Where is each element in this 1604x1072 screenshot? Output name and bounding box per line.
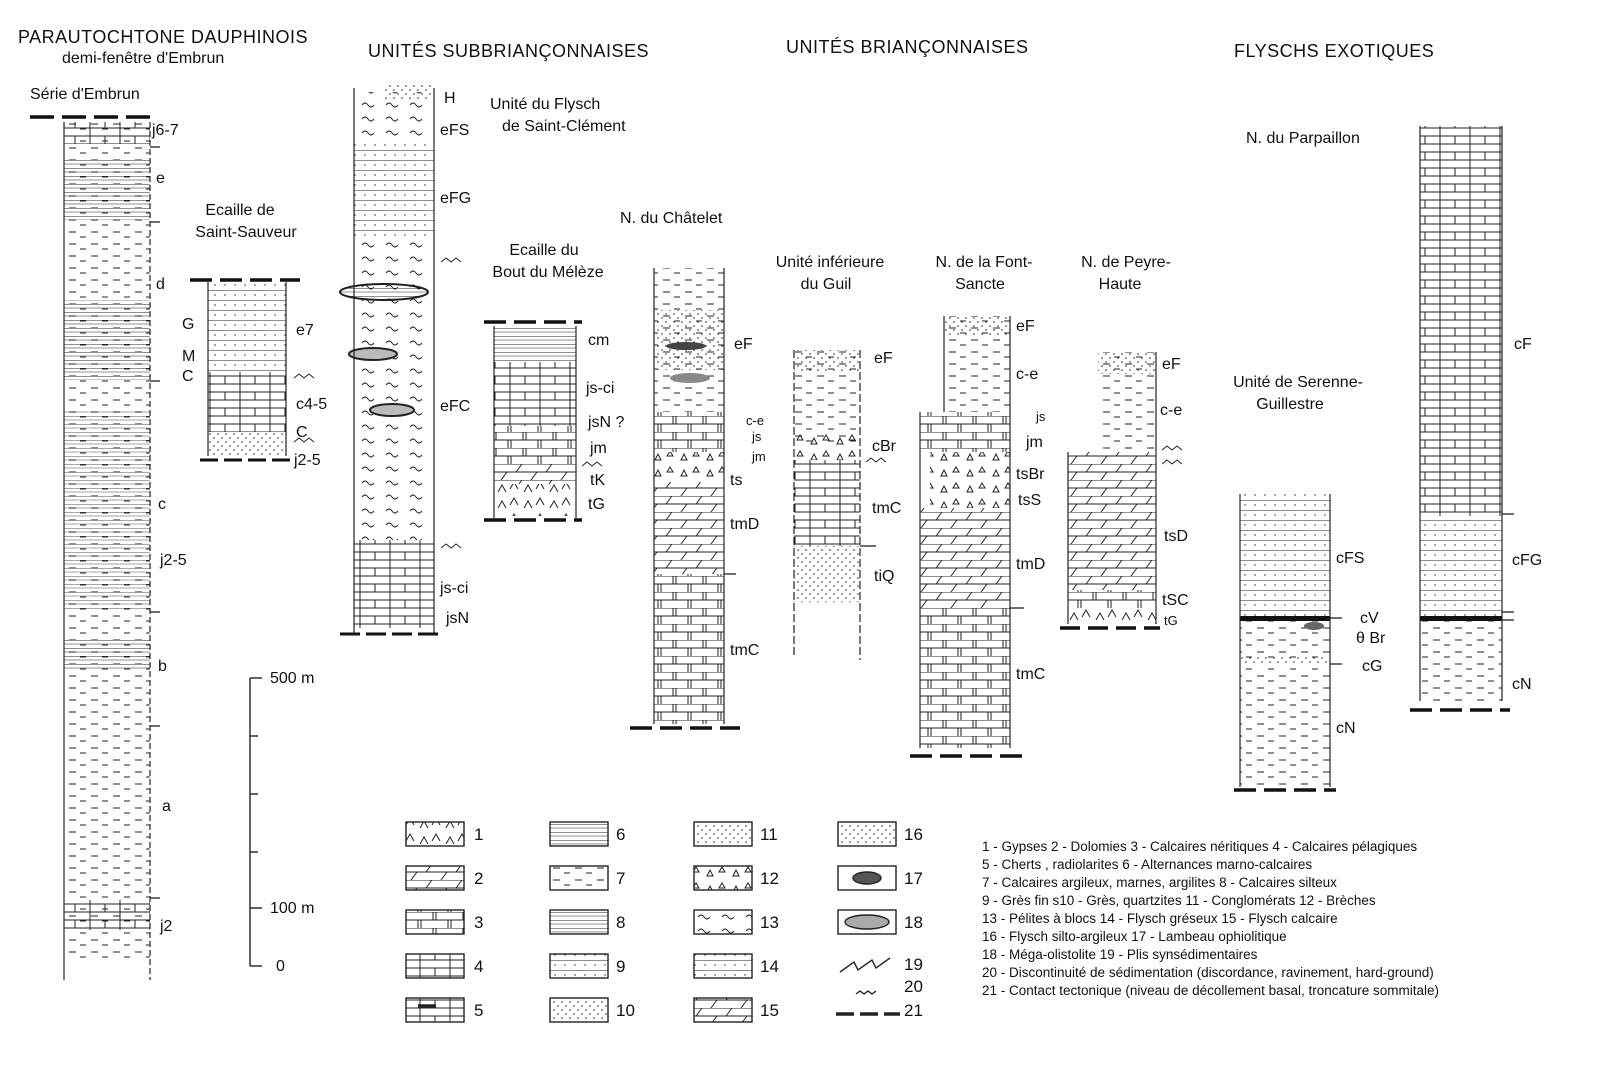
unit-chatelet: N. du Châtelet	[620, 210, 723, 227]
label-peyre-c-e: c-e	[1160, 402, 1183, 419]
legend-num-11: 11	[760, 825, 778, 844]
legend-line-4: 9 - Grès fin s10 - Grès, quartzites 11 - Conglomérats 12 - Brèches	[982, 893, 1376, 908]
legend-num-7: 7	[616, 869, 626, 888]
unit-guil-1: Unité inférieure	[775, 254, 885, 271]
label-font-eF: eF	[1016, 318, 1035, 335]
header-subbrianconnaises: UNITÉS SUBBRIANÇONNAISES	[368, 41, 650, 61]
header-brianconnaises: UNITÉS BRIANÇONNAISES	[786, 37, 1029, 57]
label-embrun-a: a	[162, 798, 171, 815]
legend-num-12: 12	[760, 869, 779, 888]
unit-clement-2: de Saint-Clément	[502, 118, 626, 135]
column-chatelet	[630, 268, 743, 728]
label-embrun-b: b	[158, 658, 167, 675]
scale-zero: 0	[276, 958, 285, 975]
label-font-tmD: tmD	[1016, 556, 1046, 573]
unit-meleze-1: Ecaille du	[509, 242, 579, 259]
column-font-sancte	[910, 316, 1024, 756]
legend-line-5: 13 - Pélites à blocs 14 - Flysch gréseux 15 - Flysch calcaire	[982, 911, 1338, 926]
legend-num-1: 1	[474, 825, 484, 844]
label-peyre-tG: tG	[1164, 613, 1178, 628]
legend-line-3: 7 - Calcaires argileux, marnes, argilites 8 - Calcaires silteux	[982, 875, 1337, 890]
label-sauveur-G: G	[182, 316, 195, 333]
label-embrun-j2-5: j2-5	[160, 552, 187, 569]
label-chatelet-ts: ts	[730, 472, 743, 489]
label-guil-cBr: cBr	[872, 438, 896, 455]
legend-num-15: 15	[760, 1001, 779, 1020]
unit-sauveur-1: Ecaille de	[205, 202, 275, 219]
legend-line-6: 16 - Flysch silto-argileux 17 - Lambeau ophiolitique	[982, 929, 1287, 944]
label-embrun-e: e	[156, 170, 165, 187]
legend-num-14: 14	[760, 957, 779, 976]
legend-line-8: 20 - Discontinuité de sédimentation (discordance, ravinement, hard-ground)	[982, 965, 1434, 980]
label-clement-eFC: eFC	[440, 398, 471, 415]
unit-parpaillon: N. du Parpaillon	[1246, 130, 1360, 147]
label-sauveur-c4-5: c4-5	[296, 396, 328, 413]
legend-line-2: 5 - Cherts , radiolarites 6 - Alternances marno-calcaires	[982, 857, 1313, 872]
unit-meleze-2: Bout du Mélèze	[492, 264, 604, 281]
label-guil-eF: eF	[874, 350, 893, 367]
label-guil-tiQ: tiQ	[874, 568, 895, 585]
column-serenne	[1234, 494, 1342, 790]
label-clement-eFS: eFS	[440, 122, 470, 139]
legend-num-17: 17	[904, 869, 923, 888]
legend-num-18: 18	[904, 913, 923, 932]
label-meleze-tK: tK	[590, 472, 606, 489]
column-parpaillon	[1410, 126, 1514, 710]
label-peyre-tsD: tsD	[1164, 528, 1188, 545]
column-saint-clement	[340, 84, 461, 634]
legend-num-4: 4	[474, 957, 484, 976]
legend-num-16: 16	[904, 825, 923, 844]
unit-guil-2: du Guil	[800, 276, 852, 293]
label-parpaillon-cF: cF	[1514, 336, 1532, 353]
label-serenne-cFS: cFS	[1336, 550, 1365, 567]
header-flyschs-exotiques: FLYSCHS EXOTIQUES	[1234, 41, 1435, 61]
legend-num-6: 6	[616, 825, 626, 844]
label-embrun-j2: j2	[160, 918, 173, 935]
label-sauveur-C: C	[182, 368, 194, 385]
label-peyre-eF: eF	[1162, 356, 1181, 373]
legend-line-1: 1 - Gypses 2 - Dolomies 3 - Calcaires néritiques 4 - Calcaires pélagiques	[982, 839, 1418, 854]
legend-line-9: 21 - Contact tectonique (niveau de décollement basal, troncature sommitale)	[982, 983, 1439, 998]
scale-bar	[250, 678, 262, 966]
unit-peyre-1: N. de Peyre-	[1081, 254, 1171, 271]
column-embrun	[30, 117, 160, 980]
header-parautochtone: PARAUTOCHTONE DAUPHINOIS	[18, 27, 309, 47]
unit-serenne-1: Unité de Serenne-	[1233, 374, 1363, 391]
label-clement-H: H	[444, 90, 456, 107]
label-meleze-jsN: jsN ?	[588, 414, 625, 431]
label-guil-tmC: tmC	[872, 500, 902, 517]
label-chatelet-c-e: c-e	[746, 413, 765, 428]
label-sauveur-M: M	[182, 348, 196, 365]
label-serenne-cG: cG	[1362, 658, 1383, 675]
label-clement-jsN: jsN	[446, 610, 470, 627]
label-chatelet-eF: eF	[734, 336, 753, 353]
label-meleze-cm: cm	[588, 332, 610, 349]
legend-num-5: 5	[474, 1001, 484, 1020]
unit-font-1: N. de la Font-	[935, 254, 1033, 271]
unit-embrun: Série d'Embrun	[30, 86, 140, 103]
legend-num-9: 9	[616, 957, 626, 976]
label-sauveur-j2-5: j2-5	[294, 452, 321, 469]
label-chatelet-tmC: tmC	[730, 642, 760, 659]
label-embrun-c: c	[158, 496, 166, 513]
legend-num-13: 13	[760, 913, 779, 932]
label-peyre-tSC: tSC	[1162, 592, 1189, 609]
legend-num-20: 20	[904, 977, 923, 996]
label-chatelet-jm: jm	[752, 449, 766, 464]
legend-num-19: 19	[904, 955, 923, 974]
column-bout-du-meleze	[484, 322, 602, 520]
label-font-js: js	[1036, 409, 1046, 424]
column-peyre-haute	[1060, 352, 1182, 628]
unit-sauveur-2: Saint-Sauveur	[195, 224, 297, 241]
unit-serenne-2: Guillestre	[1256, 396, 1324, 413]
label-parpaillon-cFG: cFG	[1512, 552, 1543, 569]
label-font-tsS: tsS	[1018, 492, 1042, 509]
legend-num-10: 10	[616, 1001, 635, 1020]
label-serenne-cV: cV	[1360, 610, 1379, 627]
legend-num-2: 2	[474, 869, 484, 888]
label-chatelet-js: js	[752, 429, 762, 444]
legend-num-8: 8	[616, 913, 626, 932]
legend-num-21: 21	[904, 1001, 923, 1020]
label-embrun-d: d	[156, 276, 165, 293]
label-clement-eFG: eFG	[440, 190, 472, 207]
unit-clement-1: Unité du Flysch	[490, 96, 601, 113]
label-meleze-js-ci: js-ci	[586, 380, 615, 397]
scale-100m: 100 m	[270, 900, 315, 917]
label-serenne-theta-br: θ Br	[1356, 630, 1386, 647]
unit-peyre-2: Haute	[1098, 276, 1142, 293]
label-serenne-cN: cN	[1336, 720, 1356, 737]
unit-font-2: Sancte	[955, 276, 1005, 293]
label-chatelet-tmD: tmD	[730, 516, 760, 533]
legend-num-3: 3	[474, 913, 484, 932]
label-font-tmC: tmC	[1016, 666, 1046, 683]
label-sauveur-e7: e7	[296, 322, 314, 339]
label-font-tsBr: tsBr	[1016, 466, 1045, 483]
label-clement-js-ci: js-ci	[440, 580, 469, 597]
scale-500m: 500 m	[270, 670, 315, 687]
header-embrun-window: demi-fenêtre d'Embrun	[62, 50, 225, 67]
label-embrun-j6-7: j6-7	[152, 122, 179, 139]
label-meleze-jm: jm	[590, 440, 607, 457]
label-sauveur-C2: C	[296, 424, 308, 441]
label-meleze-tG: tG	[588, 496, 605, 513]
label-parpaillon-cN: cN	[1512, 676, 1532, 693]
label-font-c-e: c-e	[1016, 366, 1039, 383]
legend-line-7: 18 - Méga-olistolite 19 - Plis synsédimentaires	[982, 947, 1258, 962]
label-font-jm: jm	[1026, 434, 1043, 451]
